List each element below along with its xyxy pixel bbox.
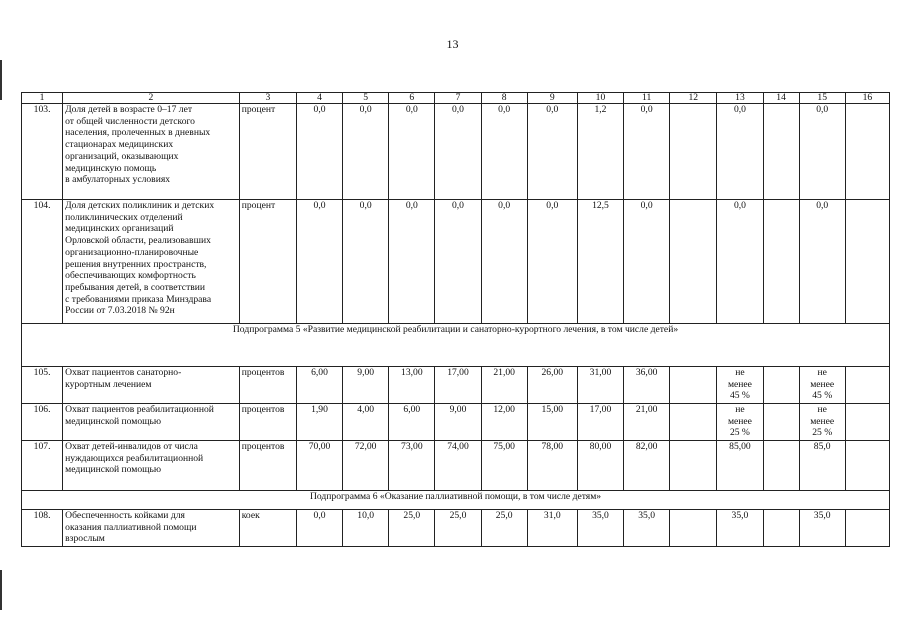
value-cell: 70,00: [296, 441, 342, 491]
value-cell: [845, 367, 889, 404]
target-cell: не менее 45 %: [717, 367, 763, 404]
subprogram-5-title: Подпрограмма 5 «Развитие медицинской реабилитации и санаторно-курортного лечения, в том числе детей»: [22, 324, 890, 367]
value-cell: [763, 367, 799, 404]
value-cell: [763, 510, 799, 547]
indicator-name: Доля детских поликлиник и детских поликлинических отделений медицинских организаций Орловской области, реализовавших организационно-планировочные решения внутренних пространств, обеспечивающих комфортность пребывания детей, в соответствии с требованиями приказа Минздрава России от 7.03.2018 № 92н: [63, 200, 240, 324]
value-cell: 35,0: [624, 510, 670, 547]
value-cell: [670, 441, 717, 491]
header-cell: 10: [577, 93, 623, 104]
value-cell: [670, 404, 717, 441]
indicator-name: Охват пациентов санаторно- курортным лечением: [63, 367, 240, 404]
value-cell: 35,0: [577, 510, 623, 547]
subprogram-6-title: Подпрограмма 6 «Оказание паллиативной помощи, в том числе детям»: [22, 491, 890, 510]
indicator-name: Обеспеченность койками для оказания паллиативной помощи взрослым: [63, 510, 240, 547]
value-cell: [763, 200, 799, 324]
row-number: 107.: [22, 441, 63, 491]
unit-cell: процент: [239, 104, 296, 200]
indicator-name: Охват пациентов реабилитационной медицинской помощью: [63, 404, 240, 441]
value-cell: 25,0: [389, 510, 435, 547]
value-cell: 26,00: [527, 367, 577, 404]
value-cell: [845, 441, 889, 491]
table-row: [22, 367, 890, 404]
value-cell: 74,00: [435, 441, 481, 491]
value-cell: 0,0: [296, 510, 342, 547]
header-cell: 6: [389, 93, 435, 104]
value-cell: 80,00: [577, 441, 623, 491]
value-cell: [670, 104, 717, 200]
value-cell: 82,00: [624, 441, 670, 491]
value-cell: 15,00: [527, 404, 577, 441]
value-cell: 12,00: [481, 404, 527, 441]
value-cell: 13,00: [389, 367, 435, 404]
value-cell: [845, 104, 889, 200]
header-cell: 16: [845, 93, 889, 104]
unit-cell: процентов: [239, 404, 296, 441]
value-cell: 0,0: [717, 104, 763, 200]
value-cell: 0,0: [389, 200, 435, 324]
header-cell: 15: [799, 93, 845, 104]
value-cell: 21,00: [481, 367, 527, 404]
value-cell: 1,90: [296, 404, 342, 441]
value-cell: 9,00: [435, 404, 481, 441]
value-cell: 17,00: [435, 367, 481, 404]
value-cell: 0,0: [389, 104, 435, 200]
value-cell: 0,0: [527, 104, 577, 200]
indicator-table: [21, 92, 890, 547]
header-cell: 7: [435, 93, 481, 104]
value-cell: [670, 367, 717, 404]
value-cell: 0,0: [799, 200, 845, 324]
header-cell: 13: [717, 93, 763, 104]
value-cell: 0,0: [343, 104, 389, 200]
value-cell: 4,00: [343, 404, 389, 441]
value-cell: 25,0: [435, 510, 481, 547]
table-row: [22, 510, 890, 547]
column-number-row: [22, 93, 890, 104]
row-number: 103.: [22, 104, 63, 200]
value-cell: 85,0: [799, 441, 845, 491]
header-cell: 8: [481, 93, 527, 104]
value-cell: [670, 510, 717, 547]
value-cell: 85,00: [717, 441, 763, 491]
value-cell: [763, 441, 799, 491]
header-cell: 2: [63, 93, 240, 104]
value-cell: 0,0: [624, 104, 670, 200]
row-number: 104.: [22, 200, 63, 324]
value-cell: 0,0: [343, 200, 389, 324]
value-cell: 72,00: [343, 441, 389, 491]
unit-cell: коек: [239, 510, 296, 547]
value-cell: 0,0: [435, 104, 481, 200]
indicator-name: Доля детей в возрасте 0–17 лет от общей численности детского населения, пролеченных в дневных стационарах медицинских организаций, оказывающих медицинскую помощь в амбулаторных условиях: [63, 104, 240, 200]
section-row: [22, 324, 890, 367]
value-cell: 73,00: [389, 441, 435, 491]
header-cell: 14: [763, 93, 799, 104]
value-cell: [670, 200, 717, 324]
value-cell: 21,00: [624, 404, 670, 441]
section-row: [22, 491, 890, 510]
value-cell: [845, 200, 889, 324]
value-cell: 36,00: [624, 367, 670, 404]
value-cell: 75,00: [481, 441, 527, 491]
header-cell: 12: [670, 93, 717, 104]
page-number: 13: [446, 37, 459, 51]
unit-cell: процентов: [239, 441, 296, 491]
value-cell: 0,0: [799, 104, 845, 200]
target-cell: не менее 25 %: [799, 404, 845, 441]
value-cell: 6,00: [296, 367, 342, 404]
table-row: [22, 441, 890, 491]
target-cell: не менее 25 %: [717, 404, 763, 441]
value-cell: 6,00: [389, 404, 435, 441]
value-cell: 78,00: [527, 441, 577, 491]
value-cell: 12,5: [577, 200, 623, 324]
value-cell: 0,0: [296, 104, 342, 200]
value-cell: 17,00: [577, 404, 623, 441]
value-cell: [763, 104, 799, 200]
header-cell: 11: [624, 93, 670, 104]
value-cell: 9,00: [343, 367, 389, 404]
indicator-name: Охват детей-инвалидов от числа нуждающихся реабилитационной медицинской помощью: [63, 441, 240, 491]
value-cell: 25,0: [481, 510, 527, 547]
value-cell: [845, 510, 889, 547]
header-cell: 3: [239, 93, 296, 104]
unit-cell: процент: [239, 200, 296, 324]
value-cell: 35,0: [799, 510, 845, 547]
value-cell: 0,0: [296, 200, 342, 324]
value-cell: 31,00: [577, 367, 623, 404]
header-cell: 9: [527, 93, 577, 104]
target-cell: не менее 45 %: [799, 367, 845, 404]
unit-cell: процентов: [239, 367, 296, 404]
value-cell: 0,0: [717, 200, 763, 324]
value-cell: 0,0: [481, 104, 527, 200]
table-row: [22, 404, 890, 441]
header-cell: 5: [343, 93, 389, 104]
value-cell: 31,0: [527, 510, 577, 547]
value-cell: 0,0: [481, 200, 527, 324]
value-cell: 35,0: [717, 510, 763, 547]
header-cell: 1: [22, 93, 63, 104]
value-cell: 0,0: [435, 200, 481, 324]
table-row: [22, 104, 890, 200]
header-cell: 4: [296, 93, 342, 104]
row-number: 106.: [22, 404, 63, 441]
table-row: [22, 200, 890, 324]
value-cell: [763, 404, 799, 441]
row-number: 108.: [22, 510, 63, 547]
value-cell: 0,0: [624, 200, 670, 324]
value-cell: 10,0: [343, 510, 389, 547]
scan-edge-mark: [0, 570, 2, 610]
value-cell: 1,2: [577, 104, 623, 200]
scan-edge-mark: [0, 60, 2, 100]
value-cell: 0,0: [527, 200, 577, 324]
value-cell: [845, 404, 889, 441]
row-number: 105.: [22, 367, 63, 404]
